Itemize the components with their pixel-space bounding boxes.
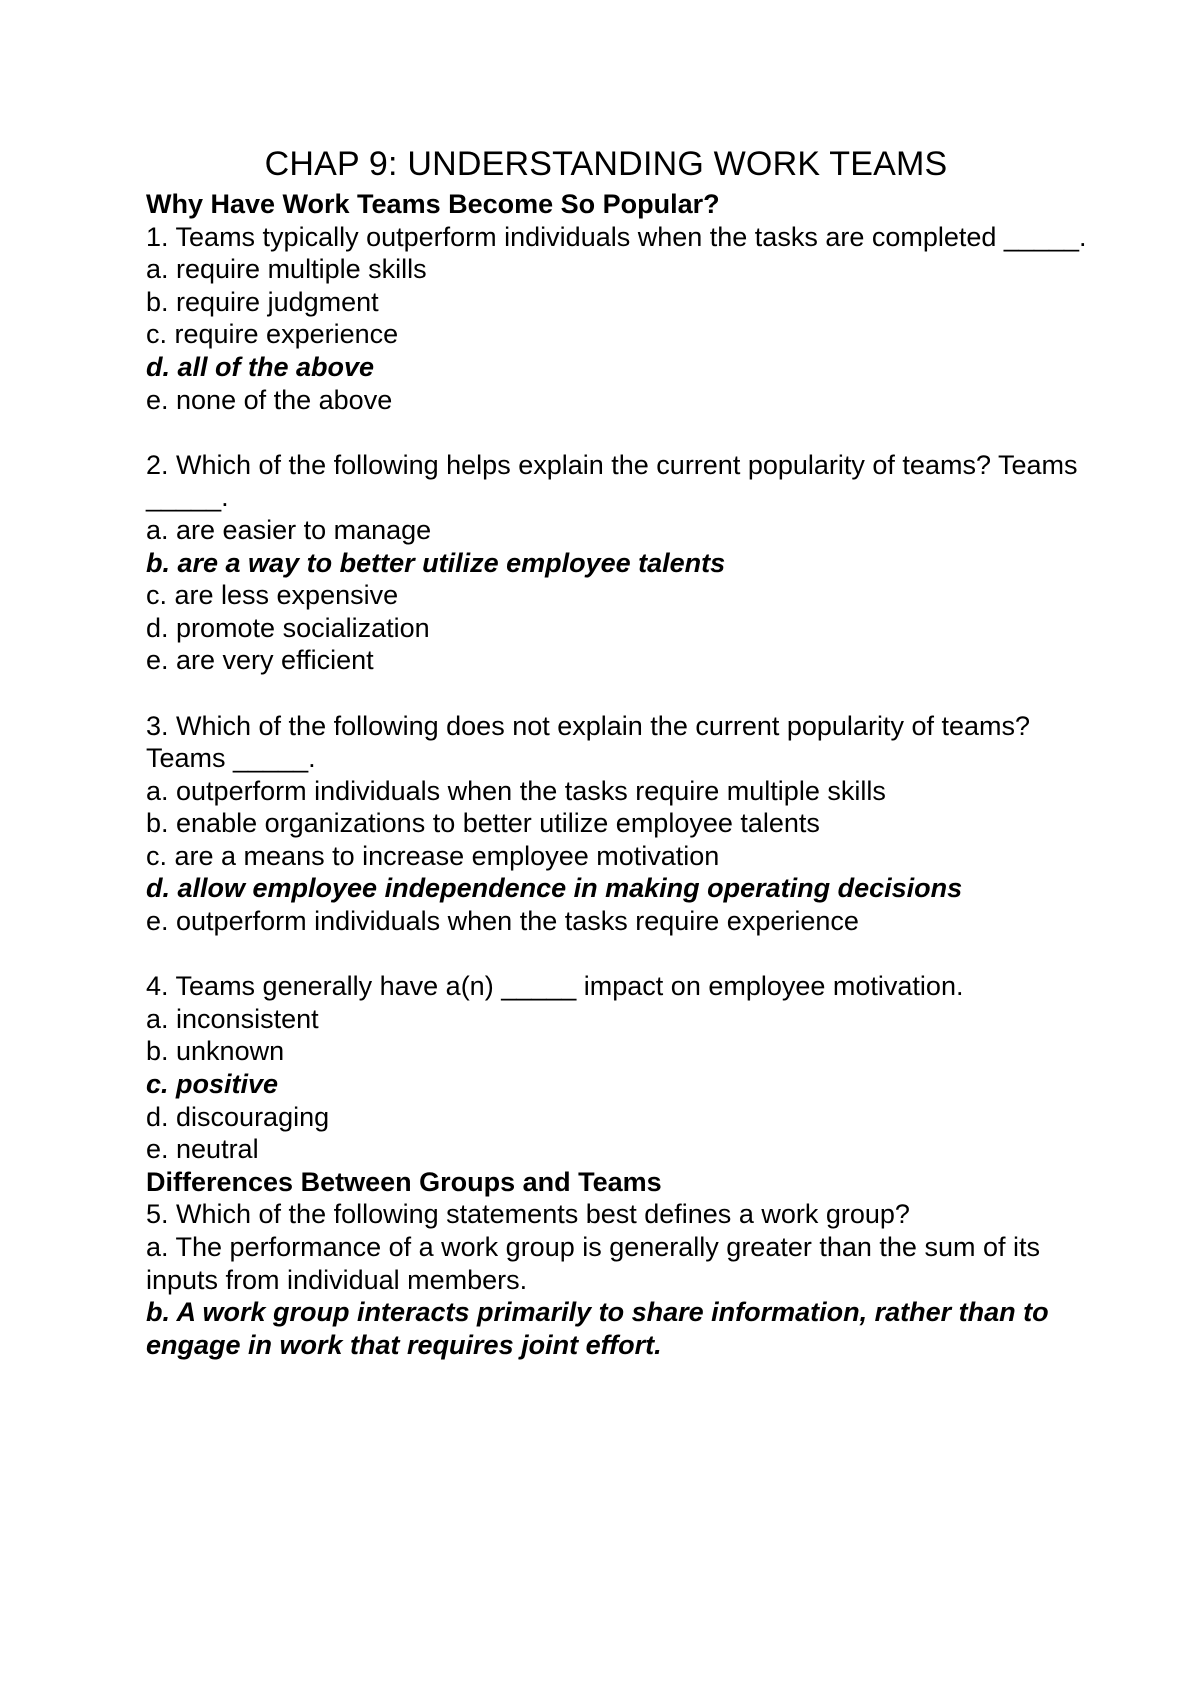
correct-answer-option: d. all of the above — [146, 351, 375, 382]
question-3 — [146, 710, 1106, 938]
question-stem: 5. Which of the following statements best defines a work group? — [146, 1199, 910, 1230]
document-title: CHAP 9: UNDERSTANDING WORK TEAMS — [264, 145, 948, 183]
question-1 — [146, 221, 1106, 417]
answer-option: b. enable organizations to better utilize employee talents — [146, 808, 820, 839]
correct-answer-option: b. A work group interacts primarily to share information, rather than to engage in work that requires joint effort. — [146, 1297, 1049, 1360]
answer-options — [146, 514, 1106, 677]
answer-option: b. require judgment — [146, 286, 379, 317]
answer-option: b. unknown — [146, 1036, 285, 1067]
answer-option: a. require multiple skills — [146, 254, 427, 285]
answer-option: e. outperform individuals when the tasks require experience — [146, 906, 859, 937]
answer-option: a. outperform individuals when the tasks require multiple skills — [146, 775, 886, 806]
answer-option: d. promote socialization — [146, 612, 430, 643]
question-stem: 2. Which of the following helps explain the current popularity of teams? Teams _____. — [146, 449, 1078, 513]
correct-answer-option: d. allow employee independence in making operating decisions — [146, 873, 963, 904]
answer-option: e. none of the above — [146, 384, 393, 415]
question-stem: 4. Teams generally have a(n) _____ impact on employee motivation. — [146, 971, 964, 1002]
answer-options — [146, 1231, 1106, 1361]
answer-option: e. neutral — [146, 1134, 259, 1165]
section-groups-vs-teams — [146, 1166, 1106, 1362]
section-why-work-teams — [146, 188, 1106, 1166]
answer-option: e. are very efficient — [146, 645, 374, 676]
answer-option: a. The performance of a work group is generally greater than the sum of its inputs from individual members. — [146, 1232, 1040, 1295]
question-stem: 1. Teams typically outperform individuals when the tasks are completed _____. — [146, 221, 1087, 252]
answer-option: c. require experience — [146, 319, 399, 350]
answer-options — [146, 775, 1106, 938]
answer-option: d. discouraging — [146, 1101, 330, 1132]
answer-option: c. are a means to increase employee motivation — [146, 840, 720, 871]
question-2 — [146, 449, 1106, 677]
answer-option: a. inconsistent — [146, 1003, 319, 1034]
answer-option: a. are easier to manage — [146, 514, 432, 545]
section-heading: Differences Between Groups and Teams — [146, 1166, 662, 1197]
question-4 — [146, 970, 1106, 1166]
document-page — [146, 140, 1106, 1361]
answer-option: c. are less expensive — [146, 580, 399, 611]
answer-options — [146, 253, 1106, 416]
correct-answer-option: b. are a way to better utilize employee talents — [146, 547, 726, 578]
question-5 — [146, 1198, 1106, 1361]
section-heading: Why Have Work Teams Become So Popular? — [146, 189, 720, 219]
answer-options — [146, 1003, 1106, 1166]
question-stem: 3. Which of the following does not explain the current popularity of teams? Teams _____. — [146, 710, 1030, 774]
correct-answer-option: c. positive — [146, 1069, 279, 1100]
